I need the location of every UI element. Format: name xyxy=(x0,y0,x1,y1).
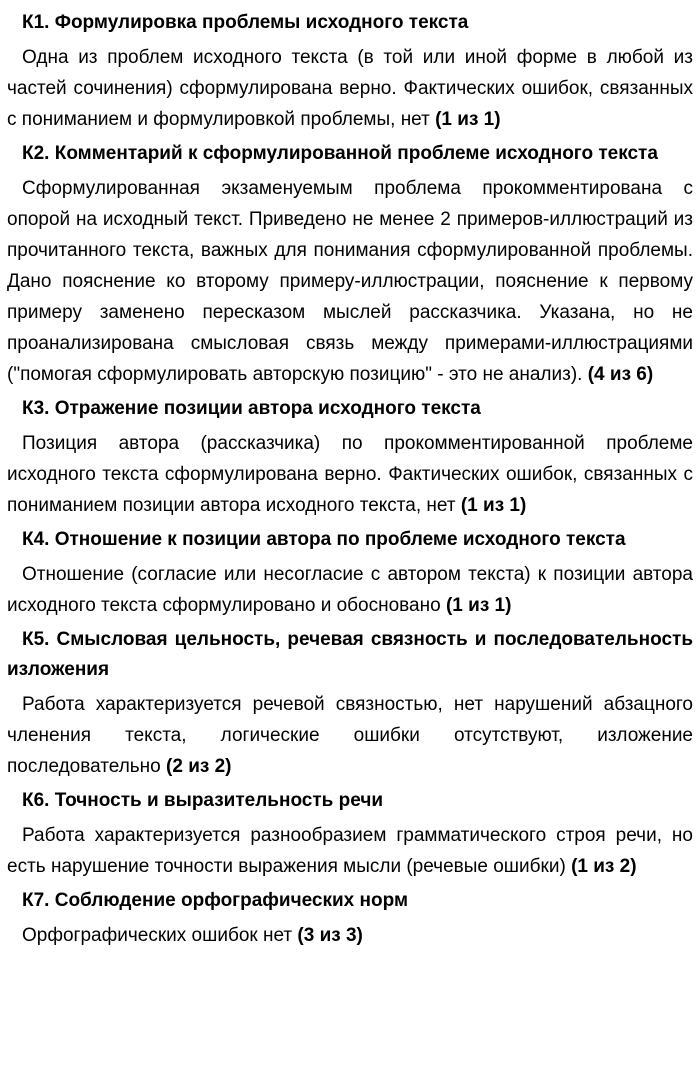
criterion-k6 xyxy=(7,786,693,882)
criterion-description: Орфографических ошибок нет xyxy=(22,925,293,946)
criterion-text xyxy=(7,42,693,135)
criterion-title: К5. Смысловая цельность, речевая связность и последовательность изложения xyxy=(7,629,693,680)
criterion-description: Отношение (согласие или несогласие с автором текста) к позиции автора исходного текста сформулировано и обосновано xyxy=(7,564,693,616)
criterion-k5 xyxy=(7,625,693,782)
criterion-score: (1 из 1) xyxy=(460,495,527,516)
criterion-title: К6. Точность и выразительность речи xyxy=(22,790,384,811)
criterion-title: К7. Соблюдение орфографических норм xyxy=(22,890,409,911)
criterion-text xyxy=(7,820,693,882)
criterion-k7 xyxy=(7,886,693,951)
criterion-text xyxy=(7,428,693,521)
criterion-description: Работа характеризуется разнообразием грамматического строя речи, но есть нарушение точности выражения мысли (речевые ошибки) xyxy=(7,825,693,877)
criterion-description: Работа характеризуется речевой связностью, нет нарушений абзацного членения текста, логические ошибки отсутствуют, изложение последовательно xyxy=(7,694,693,777)
criterion-description: Позиция автора (рассказчика) по прокомментированной проблеме исходного текста сформулирована верно. Фактических ошибок, связанных с пониманием позиции автора исходного текста, нет xyxy=(7,433,693,516)
criterion-score: (1 из 1) xyxy=(445,595,512,616)
criterion-score: (1 из 2) xyxy=(571,856,637,877)
criterion-title: К3. Отражение позиции автора исходного текста xyxy=(22,398,481,419)
criterion-k3 xyxy=(7,394,693,521)
criterion-text xyxy=(7,173,693,390)
criterion-description: Одна из проблем исходного текста (в той или иной форме в любой из частей сочинения) сформулирована верно. Фактических ошибок, связанных с пониманием и формулировкой проблемы, нет xyxy=(7,47,693,130)
criterion-description: Сформулированная экзаменуемым проблема прокомментирована с опорой на исходный текст. Приведено не менее 2 примеров-иллюстраций из прочитанного текста, важных для понимания сформулированной проблемы. Дано пояснение ко второму примеру-иллюстрации, пояснение к первому примеру заменено пересказом мыслей рассказчика. Указана, но не проанализирована смысловая связь между примерами-иллюстрациями ("помогая сформулировать авторскую позицию" - это не анализ). xyxy=(7,178,693,385)
criterion-title: К4. Отношение к позиции автора по проблеме исходного текста xyxy=(22,529,626,550)
criterion-title: К1. Формулировка проблемы исходного текста xyxy=(22,12,469,33)
criterion-text xyxy=(7,689,693,782)
criterion-k4 xyxy=(7,525,693,621)
criterion-score: (2 из 2) xyxy=(166,756,232,777)
criterion-score: (3 из 3) xyxy=(297,925,363,946)
criterion-text xyxy=(7,920,693,951)
criterion-score: (4 из 6) xyxy=(587,364,654,385)
criterion-k1 xyxy=(7,8,693,135)
criterion-title: К2. Комментарий к сформулированной проблеме исходного текста xyxy=(22,143,658,164)
criterion-k2 xyxy=(7,139,693,390)
criterion-score: (1 из 1) xyxy=(435,109,501,130)
criterion-text xyxy=(7,559,693,621)
